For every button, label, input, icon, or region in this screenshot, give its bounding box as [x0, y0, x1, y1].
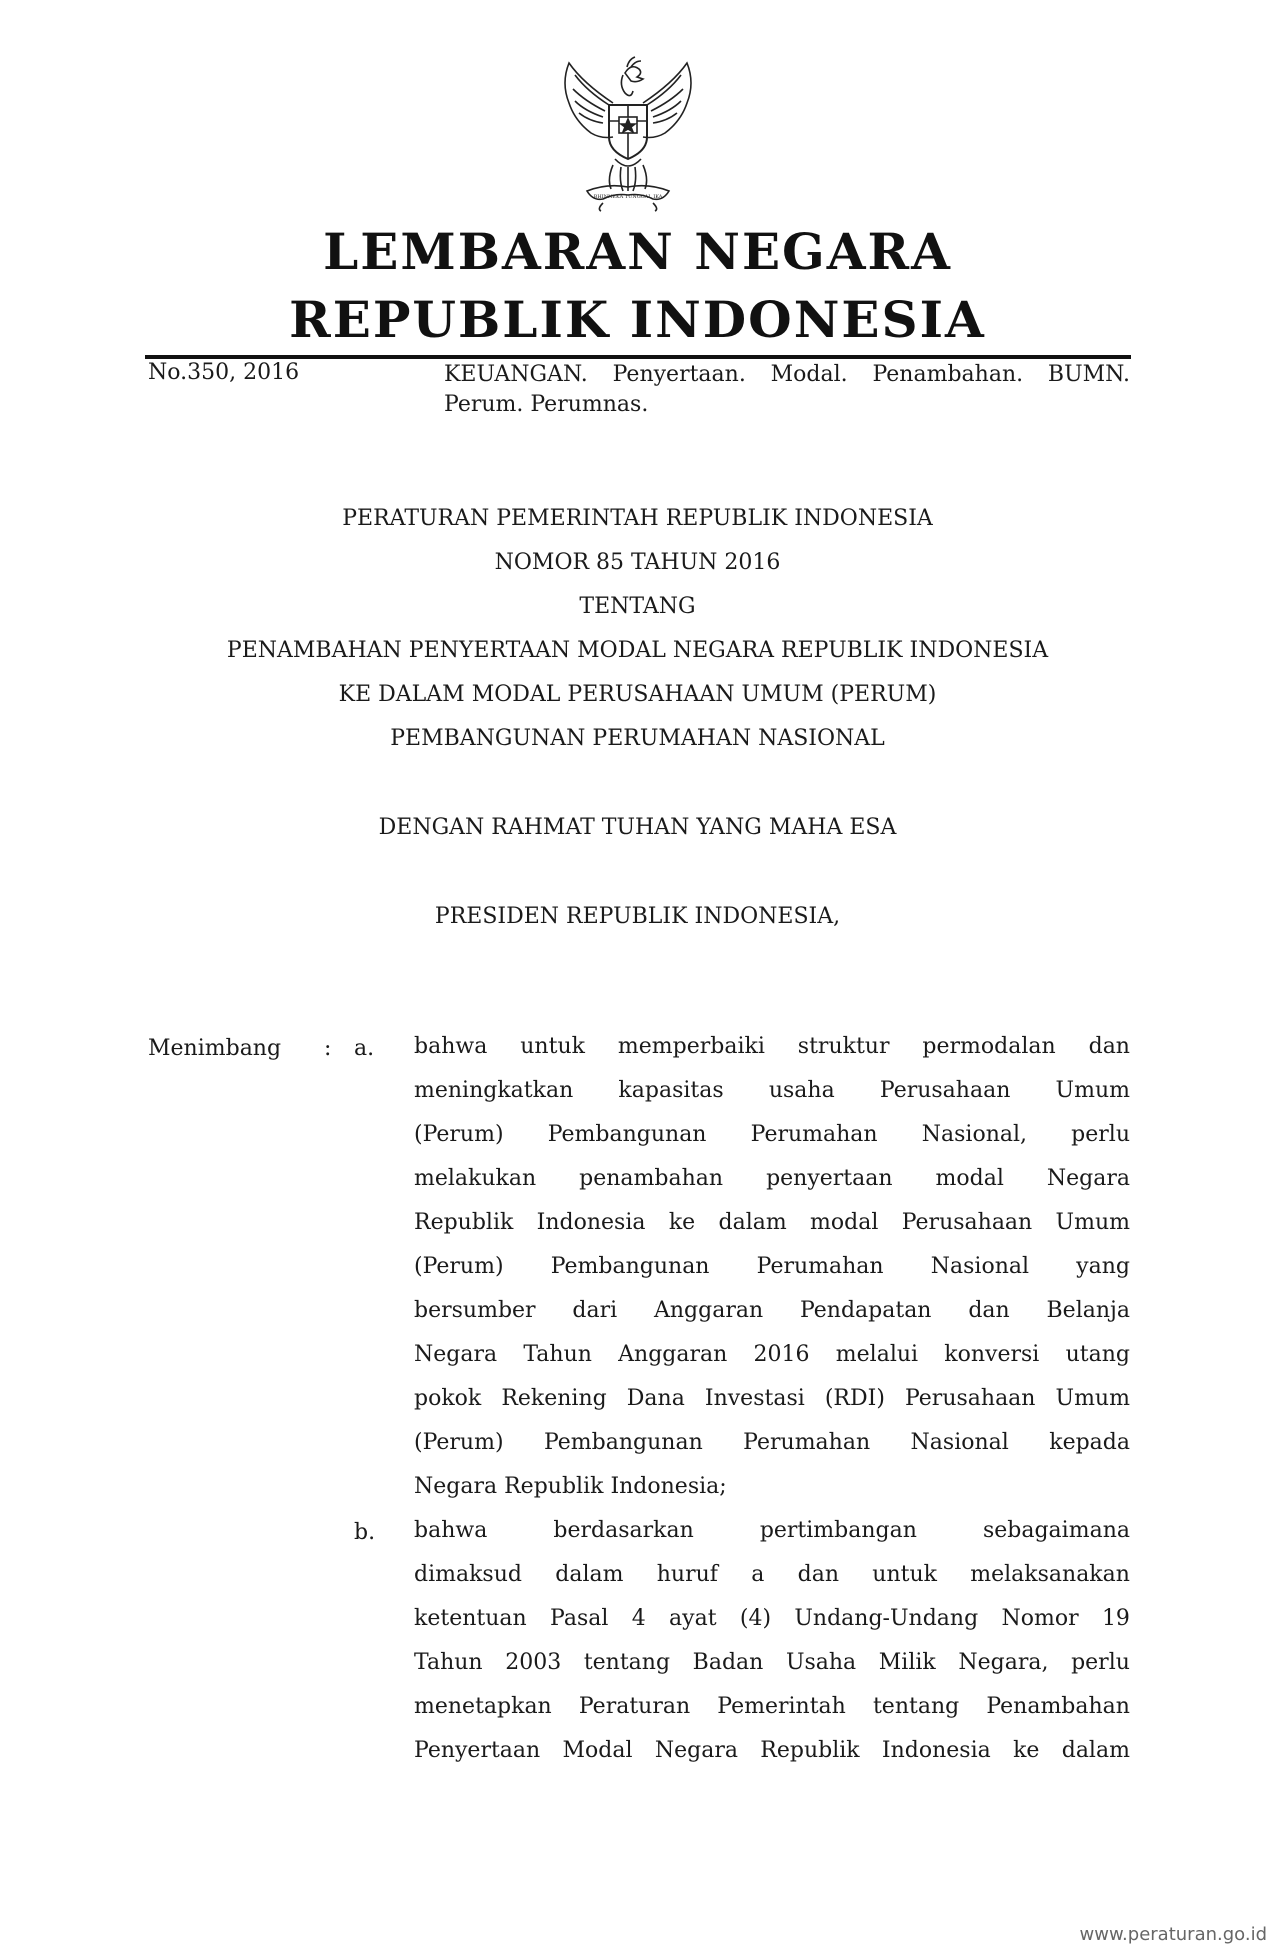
- paragraph-line: Tahun 2003 tentang Badan Usaha Milik Negara, perlu: [414, 1650, 1130, 1675]
- paragraph-line: dimaksud dalam huruf a dan untuk melaksanakan: [414, 1562, 1130, 1587]
- masthead-title-line2: REPUBLIK INDONESIA: [289, 290, 986, 349]
- consideration-marker-a: a.: [354, 1036, 375, 1061]
- considerations-colon: :: [324, 1036, 332, 1061]
- masthead-divider: [145, 355, 1131, 359]
- paragraph-line: (Perum) Pembangunan Perumahan Nasional yang: [414, 1254, 1130, 1279]
- paragraph-line: Negara Republik Indonesia;: [414, 1474, 727, 1499]
- consideration-text-a: [414, 1025, 1130, 1509]
- paragraph-line: pokok Rekening Dana Investasi (RDI) Perusahaan Umum: [414, 1386, 1130, 1411]
- garuda-emblem-icon: [553, 55, 703, 213]
- paragraph-line: Negara Tahun Anggaran 2016 melalui konversi utang: [414, 1342, 1130, 1367]
- paragraph-line: ketentuan Pasal 4 ayat (4) Undang-Undang Nomor 19: [414, 1606, 1130, 1631]
- subject-line-1: KEUANGAN. Penyertaan. Modal. Penambahan. BUMN.: [444, 362, 1130, 387]
- regulation-about: TENTANG: [579, 594, 696, 619]
- paragraph-line: menetapkan Peraturan Pemerintah tentang Penambahan: [414, 1694, 1130, 1719]
- considerations-label: Menimbang: [148, 1036, 282, 1061]
- paragraph-line: Republik Indonesia ke dalam modal Perusahaan Umum: [414, 1210, 1130, 1235]
- paragraph-line: meningkatkan kapasitas usaha Perusahaan Umum: [414, 1078, 1130, 1103]
- consideration-marker-b: b.: [354, 1520, 376, 1545]
- subject-line-2: Perum. Perumnas.: [444, 392, 649, 417]
- paragraph-line: melakukan penambahan penyertaan modal Negara: [414, 1166, 1130, 1191]
- paragraph-line: (Perum) Pembangunan Perumahan Nasional kepada: [414, 1430, 1130, 1455]
- svg-text:BHINNEKA TUNGGAL IKA: BHINNEKA TUNGGAL IKA: [593, 194, 663, 200]
- paragraph-line: (Perum) Pembangunan Perumahan Nasional, perlu: [414, 1122, 1130, 1147]
- regulation-title-line-3: PEMBANGUNAN PERUMAHAN NASIONAL: [390, 726, 885, 751]
- paragraph-line: bahwa untuk memperbaiki struktur permodalan dan: [414, 1034, 1130, 1059]
- subject-keywords: [444, 360, 1130, 420]
- regulation-title-line-1: PENAMBAHAN PENYERTAAN MODAL NEGARA REPUBLIK INDONESIA: [226, 638, 1049, 663]
- paragraph-line: bahwa berdasarkan pertimbangan sebagaimana: [414, 1518, 1130, 1543]
- regulation-number: NOMOR 85 TAHUN 2016: [494, 550, 781, 575]
- masthead-title-line1: LEMBARAN NEGARA: [323, 222, 952, 281]
- regulation-title-line-2: KE DALAM MODAL PERUSAHAAN UMUM (PERUM): [338, 682, 937, 707]
- paragraph-line: Penyertaan Modal Negara Republik Indonesia ke dalam: [414, 1738, 1130, 1763]
- issue-number: No.350, 2016: [148, 360, 300, 385]
- source-watermark: www.peraturan.go.id: [1079, 1924, 1267, 1945]
- blessing-line: DENGAN RAHMAT TUHAN YANG MAHA ESA: [378, 815, 897, 840]
- consideration-text-b: [414, 1509, 1130, 1773]
- paragraph-line: bersumber dari Anggaran Pendapatan dan Belanja: [414, 1298, 1130, 1323]
- regulation-type: PERATURAN PEMERINTAH REPUBLIK INDONESIA: [342, 506, 933, 531]
- president-line: PRESIDEN REPUBLIK INDONESIA,: [434, 904, 841, 929]
